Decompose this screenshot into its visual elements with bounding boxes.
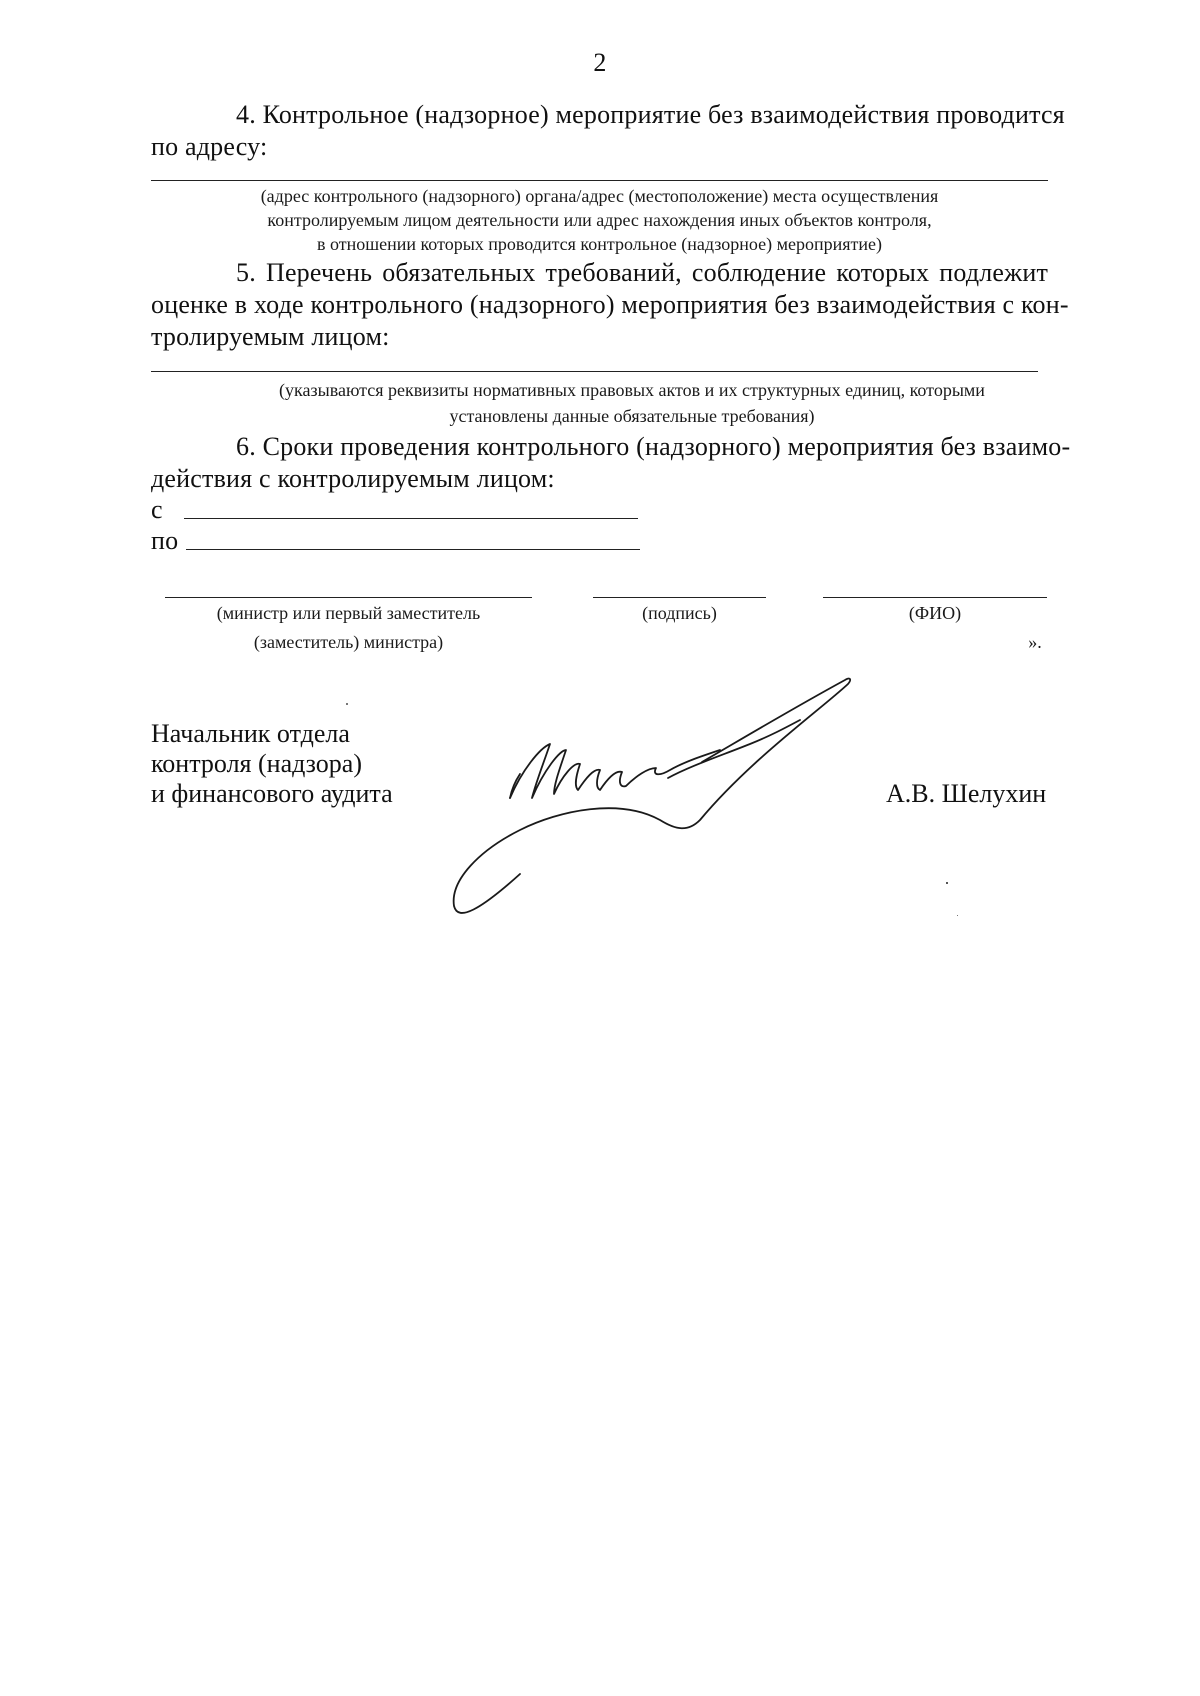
scan-speck — [957, 915, 958, 916]
address-line — [151, 180, 1048, 181]
requirements-caption-1: (указываются реквизиты нормативных правовых актов и их структурных единиц, которыми — [279, 380, 985, 400]
name-line — [823, 597, 1047, 598]
date-to-label: по — [151, 526, 179, 555]
address-caption-2: контролируемым лицом деятельности или адрес нахождения иных объектов контроля, — [267, 210, 932, 230]
handwritten-signature — [440, 670, 880, 920]
name-caption: (ФИО) — [908, 603, 962, 623]
position-caption-2: (заместитель) министра) — [253, 632, 444, 652]
date-from-line — [184, 518, 638, 519]
item6-line2: действия с контролируемым лицом: — [151, 464, 555, 493]
item5-line2: оценке в ходе контрольного (надзорного) мероприятия без взаимодействия с кон- — [151, 290, 1069, 319]
signer-position-2: контроля (надзора) — [151, 749, 362, 778]
address-caption-3: в отношении которых проводится контрольное (надзорное) мероприятие) — [316, 234, 883, 254]
item5-line3: тролируемым лицом: — [151, 322, 390, 351]
closing-quote: ». — [1028, 632, 1042, 652]
requirements-line — [151, 371, 1038, 372]
signature-caption: (подпись) — [642, 603, 717, 623]
date-to-line — [186, 549, 640, 550]
item4-line1: 4. Контрольное (надзорное) мероприятие без взаимодействия проводится — [236, 100, 1065, 129]
page-number: 2 — [593, 48, 607, 77]
scan-speck — [946, 882, 948, 884]
address-caption-1: (адрес контрольного (надзорного) органа/адрес (местоположение) места осуществления — [260, 186, 939, 206]
item4-line2: по адресу: — [151, 132, 268, 161]
position-caption-1: (министр или первый заместитель — [216, 603, 481, 623]
signer-position-3: и финансового аудита — [151, 779, 393, 808]
item5-line1: 5. Перечень обязательных требований, соблюдение которых подлежит — [236, 258, 1048, 287]
requirements-caption-2: установлены данные обязательные требования) — [449, 406, 815, 426]
signature-line — [593, 597, 766, 598]
scan-speck — [346, 703, 348, 705]
signer-position-1: Начальник отдела — [151, 719, 350, 748]
signer-name: А.В. Шелухин — [886, 779, 1047, 808]
date-from-label: с — [151, 495, 163, 524]
item6-line1: 6. Сроки проведения контрольного (надзорного) мероприятия без взаимо- — [236, 432, 1071, 461]
position-line — [165, 597, 532, 598]
